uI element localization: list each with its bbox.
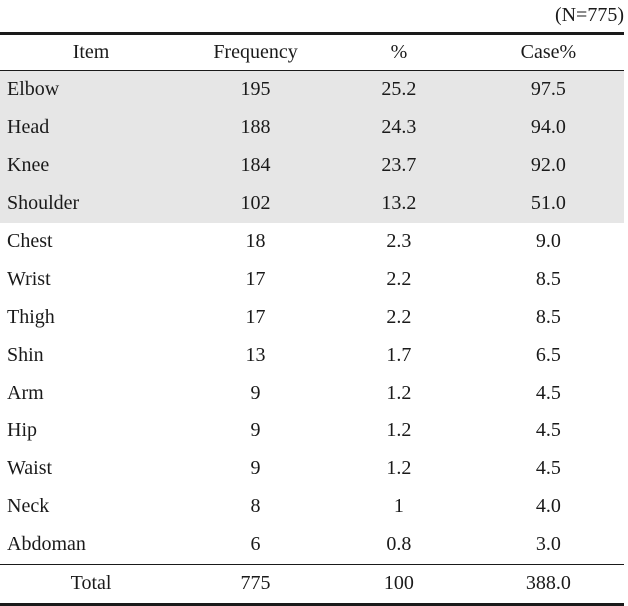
cell-frequency: 9 <box>250 419 261 442</box>
cell-percent: 24.3 <box>325 109 473 147</box>
cell-case-percent: 97.5 <box>473 71 624 109</box>
header-row <box>0 34 624 71</box>
sample-size-note: (N=775) <box>554 4 624 26</box>
cell-case-percent: 51.0 <box>473 185 624 223</box>
table-row <box>0 336 624 374</box>
cell-item: Elbow <box>0 71 186 109</box>
cell-frequency: 8 <box>250 495 261 518</box>
cell-case-percent: 6.5 <box>535 343 561 366</box>
cell-frequency: 13 <box>245 343 266 366</box>
table-body <box>0 71 624 565</box>
cell-frequency: 184 <box>186 147 325 185</box>
cell-frequency: 6 <box>250 533 261 556</box>
total-case-percent: 388.0 <box>473 564 624 604</box>
cell-item: Knee <box>0 147 186 185</box>
cell-item: Waist <box>7 457 53 480</box>
cell-percent: 23.7 <box>325 147 473 185</box>
header-frequency: Frequency <box>186 34 325 71</box>
cell-item: Neck <box>7 495 50 518</box>
cell-frequency: 17 <box>245 267 266 290</box>
cell-frequency: 18 <box>245 230 266 252</box>
table-row <box>0 412 624 450</box>
cell-case-percent: 92.0 <box>473 147 624 185</box>
cell-percent: 1.2 <box>386 419 412 442</box>
header-percent: % <box>325 34 473 71</box>
cell-item: Shin <box>7 343 44 366</box>
cell-frequency: 195 <box>186 71 325 109</box>
cell-percent: 1.2 <box>386 457 412 480</box>
cell-item: Wrist <box>7 267 51 290</box>
table-row <box>0 223 624 261</box>
header-item: Item <box>0 34 186 71</box>
cell-case-percent: 4.5 <box>535 457 561 480</box>
header-case-percent: Case% <box>473 34 624 71</box>
cell-frequency: 9 <box>250 457 261 480</box>
cell-percent: 2.3 <box>386 230 412 252</box>
cell-case-percent: 94.0 <box>473 109 624 147</box>
frequency-table <box>0 32 624 606</box>
cell-item: Hip <box>7 419 37 442</box>
cell-item: Abdoman <box>7 533 86 556</box>
table-row <box>0 374 624 412</box>
total-row <box>0 564 624 604</box>
cell-percent: 2.2 <box>386 305 412 328</box>
cell-case-percent: 4.5 <box>535 419 561 442</box>
cell-percent: 1.7 <box>386 343 412 366</box>
table-row <box>0 450 624 488</box>
table-row <box>0 526 624 564</box>
cell-case-percent: 9.0 <box>535 230 561 252</box>
table-row <box>0 260 624 298</box>
cell-item: Chest <box>7 230 53 252</box>
cell-case-percent: 4.0 <box>535 495 561 518</box>
table-row <box>0 147 624 185</box>
cell-case-percent: 8.5 <box>535 267 561 290</box>
total-frequency: 775 <box>186 564 325 604</box>
cell-frequency: 102 <box>186 185 325 223</box>
cell-case-percent: 4.5 <box>535 381 561 404</box>
table-row <box>0 298 624 336</box>
table-row <box>0 488 624 526</box>
total-label: Total <box>0 564 186 604</box>
cell-item: Shoulder <box>0 185 186 223</box>
cell-case-percent: 3.0 <box>535 533 561 556</box>
cell-frequency: 188 <box>186 109 325 147</box>
cell-percent: 2.2 <box>386 267 412 290</box>
table-row <box>0 71 624 109</box>
total-percent: 100 <box>325 564 473 604</box>
cell-percent: 25.2 <box>325 71 473 109</box>
cell-percent: 0.8 <box>386 533 412 556</box>
cell-percent: 1 <box>393 495 404 518</box>
cell-percent: 1.2 <box>386 381 412 404</box>
cell-item: Arm <box>7 381 44 404</box>
cell-percent: 13.2 <box>325 185 473 223</box>
table-row <box>0 109 624 147</box>
cell-item: Head <box>0 109 186 147</box>
cell-case-percent: 8.5 <box>535 305 561 328</box>
cell-frequency: 9 <box>250 381 261 404</box>
cell-item: Thigh <box>7 305 55 328</box>
table-row <box>0 185 624 223</box>
cell-frequency: 17 <box>245 305 266 328</box>
